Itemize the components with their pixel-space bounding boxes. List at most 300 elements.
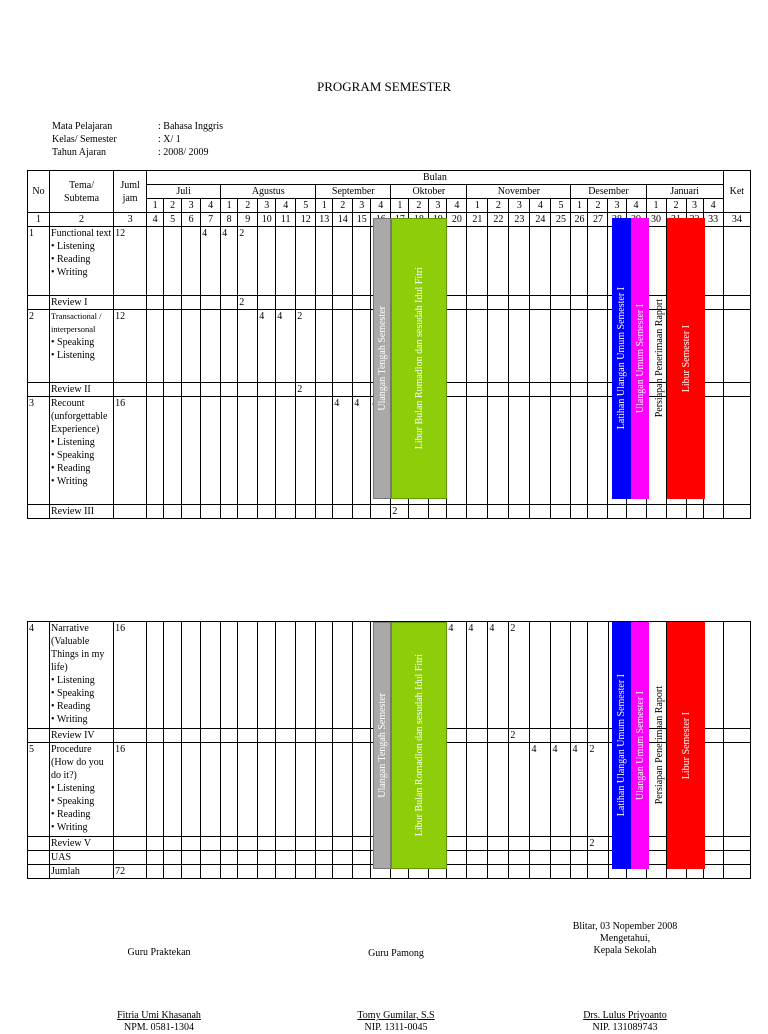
column-index: 10 [258,213,276,227]
band-label: Ulangan Umum Semester I [634,690,646,801]
week-cell [296,743,316,837]
row-ket [723,227,750,296]
week-cell [164,227,182,296]
header-tema: Tema/ Subtema [50,171,114,213]
week-cell [353,837,371,851]
row-tema [50,622,114,729]
week-cell [703,729,723,743]
row-tema [50,743,114,837]
week-header: 3 [608,199,626,213]
week-cell [182,296,201,310]
column-index: 26 [571,213,588,227]
week-header: 1 [467,199,488,213]
week-cell [147,505,164,519]
week-header: 4 [626,199,646,213]
week-cell [164,729,182,743]
week-cell [371,505,391,519]
week-header: 2 [164,199,182,213]
week-header: 2 [588,199,608,213]
week-cell [353,310,371,383]
skill-item: • Reading [51,701,91,712]
week-cell [571,622,588,729]
week-cell [238,837,258,851]
week-cell [333,622,353,729]
week-cell [316,729,333,743]
week-cell [147,310,164,383]
skill-item: • Listening [51,241,95,252]
week-cell [296,296,316,310]
skill-item: • Reading [51,254,91,265]
week-cell [409,505,429,519]
row-number [28,865,50,879]
week-cell [488,227,509,296]
week-cell [201,397,221,505]
week-cell [571,383,588,397]
row-ket [723,383,750,397]
column-index: 9 [238,213,258,227]
week-cell [182,505,201,519]
week-cell [551,865,571,879]
week-cell [551,851,571,865]
tema-text: Review II [51,384,91,395]
week-cell [164,505,182,519]
week-cell [571,310,588,383]
week-cell [551,505,571,519]
week-cell [147,851,164,865]
week-cell [276,743,296,837]
week-cell: 4 [488,622,509,729]
week-cell [276,505,296,519]
week-cell [258,622,276,729]
tema-text: Transactional / interpersonal [51,311,102,334]
row-tema [50,729,114,743]
week-cell [164,851,182,865]
week-cell [238,383,258,397]
skill-item: • Listening [51,783,95,794]
week-header: 3 [353,199,371,213]
month-header: Juli [147,185,221,199]
week-cell [703,310,723,383]
week-cell [551,622,571,729]
week-cell [147,837,164,851]
row-jam: 72 [114,865,147,879]
column-index: 15 [353,213,371,227]
week-cell: 2 [296,310,316,383]
row-ket [723,729,750,743]
week-cell [316,227,333,296]
week-cell [488,383,509,397]
column-index: 24 [530,213,551,227]
week-cell [333,296,353,310]
week-cell [509,397,530,505]
week-cell [276,865,296,879]
week-cell [588,622,608,729]
week-cell [333,505,353,519]
row-ket [723,743,750,837]
info-label: Kelas/ Semester [52,134,117,145]
week-cell [530,296,551,310]
week-cell: 4 [353,397,371,505]
week-cell [703,851,723,865]
week-cell: 4 [201,227,221,296]
week-cell [147,296,164,310]
week-cell [276,296,296,310]
row-number [28,729,50,743]
week-cell [164,296,182,310]
row-jam [114,505,147,519]
week-cell [509,227,530,296]
week-cell: 4 [530,743,551,837]
week-cell [530,310,551,383]
week-cell [238,505,258,519]
week-cell [296,729,316,743]
week-cell [221,851,238,865]
week-cell [182,227,201,296]
week-cell [588,865,608,879]
band-label: Ulangan Tengah Semester [376,306,388,411]
week-cell [238,851,258,865]
column-index: 23 [509,213,530,227]
column-index: 11 [276,213,296,227]
week-header: 5 [296,199,316,213]
week-header: 2 [488,199,509,213]
week-cell [447,383,467,397]
row-tema [50,310,114,383]
tema-text: Jumlah [51,866,80,877]
week-header: 4 [447,199,467,213]
row-jam [114,296,147,310]
band-libur-semester [667,622,705,869]
week-cell [588,296,608,310]
week-header: 5 [551,199,571,213]
tema-text: Functional text [51,228,112,239]
header-row-bulan [28,171,751,185]
week-cell [467,296,488,310]
column-index: 20 [447,213,467,227]
band-ulangan-umum-column [631,622,649,869]
month-header: September [316,185,391,199]
week-header: 1 [316,199,333,213]
week-cell [551,383,571,397]
week-cell [447,743,467,837]
skill-item: • Listening [51,437,95,448]
week-cell [686,505,703,519]
row-jam [114,729,147,743]
week-cell [530,622,551,729]
header-ket: Ket [723,171,750,213]
skill-item: • Speaking [51,337,95,348]
week-cell [258,851,276,865]
week-cell [447,865,467,879]
week-cell: 2 [238,296,258,310]
week-cell [258,865,276,879]
header-jam: Juml jam [114,171,147,213]
week-header: 1 [221,199,238,213]
week-cell [238,622,258,729]
week-cell [626,505,646,519]
band-label: Libur Bulan Romadlon dan sesudah Idul Fitri [413,654,425,837]
week-cell [147,227,164,296]
row-number: 4 [28,622,50,729]
week-cell [447,397,467,505]
band-latihan-ulangan-umum [612,218,631,499]
week-cell [316,383,333,397]
skill-item: • Reading [51,463,91,474]
week-cell [509,310,530,383]
row-ket [723,397,750,505]
week-header: 2 [409,199,429,213]
week-cell [467,851,488,865]
week-cell [447,227,467,296]
week-cell [530,729,551,743]
week-cell [276,837,296,851]
week-cell [571,851,588,865]
week-cell [467,310,488,383]
band-label: Persiapan Penerimaan Raport [653,686,665,805]
week-cell: 4 [258,310,276,383]
week-cell [429,505,447,519]
week-cell [296,837,316,851]
week-cell [571,729,588,743]
row-number [28,296,50,310]
week-cell [447,296,467,310]
week-cell [530,837,551,851]
week-cell [530,505,551,519]
column-index: 33 [703,213,723,227]
week-cell [588,227,608,296]
week-cell [447,729,467,743]
week-cell [276,729,296,743]
week-cell [353,865,371,879]
week-cell [333,310,353,383]
week-cell [333,729,353,743]
band-label: Libur Semester I [680,324,692,393]
column-index: 13 [316,213,333,227]
week-cell [353,383,371,397]
week-cell [333,227,353,296]
info-row [52,146,223,159]
week-cell [221,837,238,851]
week-header: 2 [666,199,686,213]
band-label: Latihan Ulangan Umum Semester I [616,287,627,430]
tema-text: Review I [51,297,88,308]
week-cell [509,505,530,519]
week-cell [258,837,276,851]
course-info [52,120,223,159]
week-cell [316,865,333,879]
info-value: : Bahasa Inggris [158,121,223,132]
row-number: 5 [28,743,50,837]
row-tema [50,865,114,879]
week-cell [164,837,182,851]
skill-item: • Writing [51,822,88,833]
week-cell [608,505,626,519]
row-tema [50,397,114,505]
week-cell [467,397,488,505]
row-number: 3 [28,397,50,505]
row-ket [723,310,750,383]
row-number [28,851,50,865]
week-cell [201,837,221,851]
week-cell: 2 [296,383,316,397]
row-number [28,505,50,519]
week-cell [296,622,316,729]
header-bulan: Bulan [147,171,724,185]
week-cell [221,729,238,743]
week-cell [488,729,509,743]
band-ulangan-tengah-semester [373,218,391,499]
week-cell [201,743,221,837]
band-label: Ulangan Umum Semester I [634,303,646,414]
week-cell [182,743,201,837]
row-ket [723,505,750,519]
week-cell [551,227,571,296]
band-ulangan-tengah-semester [373,622,391,869]
week-header: 3 [429,199,447,213]
week-header: 1 [571,199,588,213]
band-libur-semester [667,218,705,499]
week-cell [333,383,353,397]
week-cell [551,296,571,310]
week-cell [316,397,333,505]
week-cell [353,743,371,837]
week-cell [238,865,258,879]
skill-item: • Speaking [51,796,95,807]
week-cell [296,851,316,865]
week-cell [530,227,551,296]
week-cell: 2 [509,622,530,729]
week-header: 4 [276,199,296,213]
week-cell [182,397,201,505]
column-index: 25 [551,213,571,227]
week-cell [488,865,509,879]
week-cell: 2 [588,743,608,837]
row-tema [50,296,114,310]
week-cell [333,837,353,851]
week-cell [182,383,201,397]
row-ket [723,837,750,851]
week-cell [551,310,571,383]
skill-item: • Speaking [51,450,95,461]
column-index: 4 [147,213,164,227]
week-cell [276,397,296,505]
week-cell [201,383,221,397]
band-label: Latihan Ulangan Umum Semester I [616,674,627,817]
row-tema [50,383,114,397]
column-index: 12 [296,213,316,227]
week-cell [221,743,238,837]
info-value: : 2008/ 2009 [158,147,209,158]
tema-text: Review III [51,506,95,517]
week-cell [467,227,488,296]
week-cell [333,743,353,837]
header-no: No [28,171,50,213]
week-cell [238,310,258,383]
row-ket [723,851,750,865]
week-cell [201,729,221,743]
info-row [52,120,223,133]
column-index: 14 [333,213,353,227]
week-cell [238,729,258,743]
week-cell [530,851,551,865]
week-cell [588,310,608,383]
tema-text: Recount (unforgettable Experience) [51,398,108,435]
week-cell [221,296,238,310]
week-cell [258,729,276,743]
row-jam [114,851,147,865]
week-cell [238,397,258,505]
week-cell [571,837,588,851]
week-cell [182,865,201,879]
week-cell [447,505,467,519]
row-jam [114,837,147,851]
week-header: 4 [703,199,723,213]
week-cell [571,397,588,505]
week-cell [164,743,182,837]
band-latihan-ulangan-umum [612,622,631,869]
band-libur-ramadhan [391,622,447,869]
skill-item: • Speaking [51,688,95,699]
signature-guru-praktekan: Fitria Umi Khasanah NPM. 0581-1304 [117,1010,201,1033]
week-cell [703,622,723,729]
week-cell [296,227,316,296]
week-cell [509,743,530,837]
signature-kepala-sekolah: Drs. Lulus Priyoanto NIP. 131089743 [583,1010,667,1033]
week-cell [147,729,164,743]
row-tema [50,837,114,851]
table-row [28,505,751,519]
week-cell [221,383,238,397]
week-cell [221,310,238,383]
row-number: 1 [28,227,50,296]
signature-guru-praktekan-title: Guru Praktekan [127,947,191,958]
tema-text: Review IV [51,730,95,741]
band-label: Libur Semester I [680,711,692,780]
row-jam: 12 [114,310,147,383]
week-cell [571,505,588,519]
week-cell [551,397,571,505]
week-cell [488,397,509,505]
row-number: 2 [28,310,50,383]
column-index: 3 [114,213,147,227]
week-header: 3 [509,199,530,213]
week-cell [276,622,296,729]
week-cell [509,837,530,851]
tema-text: Review V [51,838,92,849]
column-index: 21 [467,213,488,227]
week-cell [182,622,201,729]
band-persiapan-raport [652,218,666,499]
week-cell [316,310,333,383]
skill-item: • Listening [51,350,95,361]
week-cell [467,383,488,397]
week-cell [467,729,488,743]
week-cell [530,865,551,879]
week-cell [703,865,723,879]
week-cell [571,865,588,879]
week-cell: 2 [588,837,608,851]
week-cell: 2 [238,227,258,296]
tema-text: UAS [51,852,72,863]
week-cell [147,743,164,837]
week-cell [447,851,467,865]
week-cell: 4 [276,310,296,383]
week-cell [258,227,276,296]
row-jam: 16 [114,397,147,505]
week-cell [571,227,588,296]
week-cell [147,622,164,729]
week-cell [276,383,296,397]
